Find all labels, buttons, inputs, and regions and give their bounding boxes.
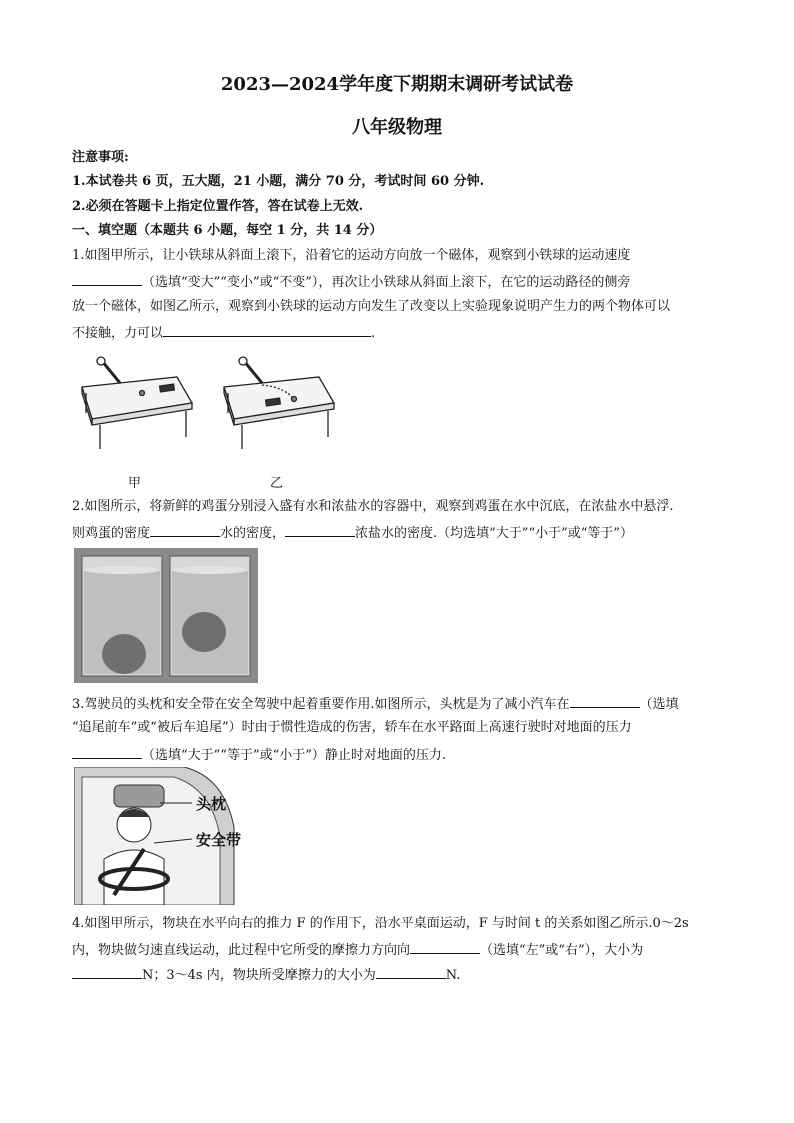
q1-period: . bbox=[371, 326, 376, 341]
q4-line-3-text-a: N；3～4s 内，物块所受摩擦力的大小为 bbox=[142, 968, 376, 983]
q1-line-4 bbox=[72, 322, 375, 344]
q2-line-1: 2.如图所示，将新鲜的鸡蛋分别浸入盛有水和浓盐水的容器中，观察到鸡蛋在水中沉底，在浓盐水中悬浮. bbox=[72, 499, 674, 514]
q1-line-4-text: 不接触，力可以 bbox=[72, 326, 164, 341]
q4-line-3 bbox=[72, 964, 460, 986]
q1-blank-1[interactable] bbox=[72, 271, 142, 286]
q4-line-2-text-a: 内，物块做匀速直线运动，此过程中它所受的摩擦力方向向 bbox=[72, 943, 411, 958]
q3-line-1 bbox=[72, 693, 679, 715]
page-title: 2023—2024学年度下期期末调研考试试卷 bbox=[220, 74, 574, 95]
q1-line-2 bbox=[72, 271, 630, 293]
q4-blank-3[interactable] bbox=[376, 964, 446, 979]
q4-blank-1[interactable] bbox=[410, 939, 480, 954]
q3-line-1-text-b: （选填 bbox=[639, 697, 679, 712]
page-subtitle: 八年级物理 bbox=[352, 117, 442, 138]
beaker-saltwater bbox=[170, 556, 250, 676]
q2-blank-1[interactable] bbox=[150, 522, 220, 537]
q2-line-2-text-b: 水的密度， bbox=[220, 526, 286, 541]
q4-line-2-text-b: （选填“左”或“右”），大小为 bbox=[480, 943, 644, 958]
caption-jia: 甲 bbox=[128, 476, 142, 491]
q4-line-1: 4.如图甲所示，物块在水平向右的推力 F 的作用下，沿水平桌面运动，F 与时间 t 的关系如图乙所示.0～2s bbox=[72, 916, 689, 931]
q3-line-1-text-a: 3.驾驶员的头枕和安全带在安全驾驶中起着重要作用.如图所示，头枕是为了减小汽车在 bbox=[72, 697, 570, 712]
note-1: 1.本试卷共 6 页，五大题，21 小题，满分 70 分，考试时间 60 分钟. bbox=[72, 174, 485, 189]
figure-jia-ramp-table bbox=[82, 357, 192, 449]
q4-line-2 bbox=[72, 939, 643, 961]
q1-line-3: 放一个磁体，如图乙所示，观察到小铁球的运动方向发生了改变以上实验现象说明产生力的两个物体可以 bbox=[72, 299, 671, 314]
q3-blank-2[interactable] bbox=[72, 744, 142, 759]
q3-driver-figure bbox=[74, 767, 260, 905]
q1-blank-2[interactable] bbox=[163, 322, 371, 337]
q4-line-3-text-b: N. bbox=[445, 968, 461, 983]
q2-line-2 bbox=[72, 522, 633, 544]
q2-egg-beakers-photo bbox=[74, 548, 258, 683]
q3-blank-1[interactable] bbox=[570, 693, 640, 708]
egg-sunk bbox=[102, 634, 146, 674]
figure-yi-ramp-table bbox=[224, 357, 334, 449]
q2-line-2-text-c: 浓盐水的密度.（均选填“大于”“小于”或“等于”） bbox=[355, 526, 634, 541]
label-headrest: 头枕 bbox=[196, 795, 227, 813]
q1-line-1: 1.如图甲所示，让小铁球从斜面上滚下，沿着它的运动方向放一个磁体，观察到小铁球的运动速度 bbox=[72, 248, 631, 263]
beaker-water bbox=[82, 556, 162, 676]
q1-figures bbox=[72, 355, 344, 455]
label-seatbelt: 安全带 bbox=[196, 831, 242, 849]
q3-line-3 bbox=[72, 744, 446, 766]
note-2: 2.必须在答题卡上指定位置作答，答在试卷上无效. bbox=[72, 199, 364, 214]
q3-line-3-text: （选填“大于”“等于”或“小于”）静止时对地面的压力. bbox=[142, 748, 447, 763]
section-heading: 一、填空题（本题共 6 小题，每空 1 分，共 14 分） bbox=[72, 223, 383, 238]
caption-yi: 乙 bbox=[270, 476, 284, 491]
q1-line-2-text: （选填“变大”“变小”或“不变”），再次让小铁球从斜面上滚下，在它的运动路径的侧旁 bbox=[142, 275, 631, 290]
egg-suspended bbox=[182, 612, 226, 652]
notes-heading: 注意事项: bbox=[72, 150, 129, 165]
q2-blank-2[interactable] bbox=[285, 522, 355, 537]
q2-line-2-text-a: 则鸡蛋的密度 bbox=[72, 526, 151, 541]
q4-blank-2[interactable] bbox=[72, 964, 142, 979]
q3-line-2: “追尾前车”或“被后车追尾”）时由于惯性造成的伤害，轿车在水平路面上高速行驶时对地面的压力 bbox=[72, 720, 632, 735]
headrest-shape bbox=[114, 785, 164, 807]
